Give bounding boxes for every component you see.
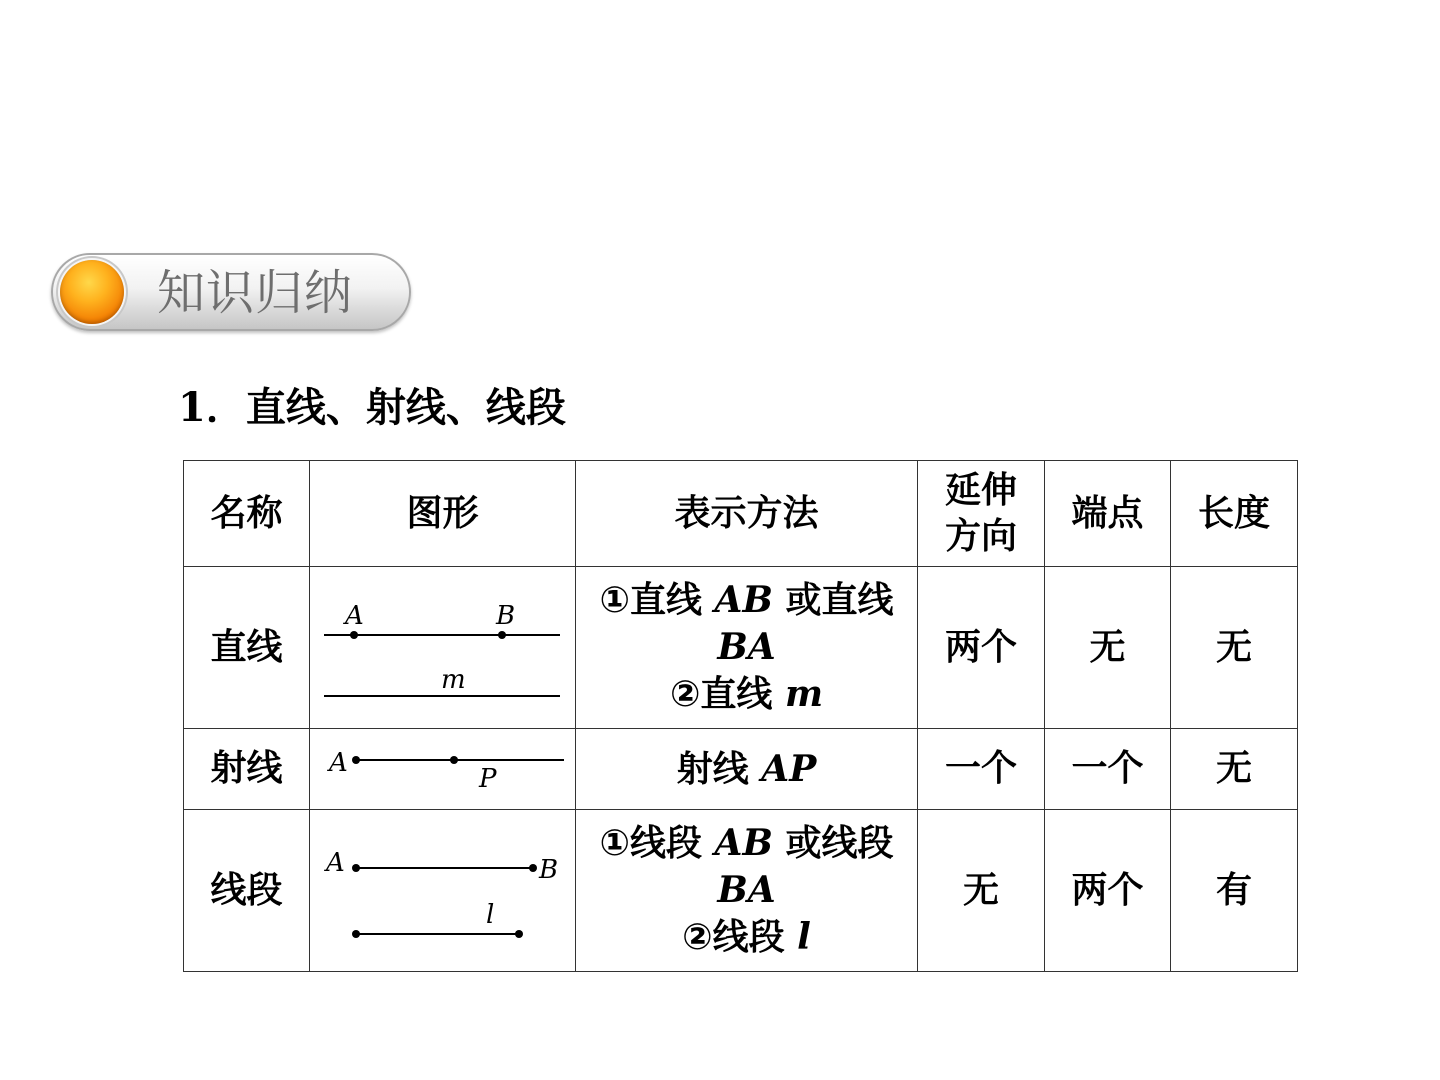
orange-dot-icon [60,260,124,324]
method-var: AP [761,747,817,790]
method-text: ②线段 [682,917,798,958]
header-cell-length: 长度 [1171,461,1298,567]
extend-cell: 一个 [918,729,1045,810]
segment-end-right [515,930,523,938]
method-text: ①直线 [599,580,715,621]
point-a [352,756,360,764]
label-l: l [486,900,495,930]
method-cell [576,567,918,729]
method-var: m [784,673,824,715]
point-b [529,864,537,872]
method-var: AB [714,822,773,864]
header-extend-line1: 延伸 [944,469,1017,511]
figure-cell [310,567,576,729]
figure-cell [310,729,576,810]
header-cell-extend [918,461,1045,567]
method-text: ②直线 [669,674,785,715]
extend-cell: 两个 [918,567,1045,729]
method-var: BA [717,869,776,911]
length-cell: 无 [1171,567,1298,729]
point-p [450,756,458,764]
length-cell: 有 [1171,810,1298,972]
row-name: 线段 [184,810,310,972]
header-cell-name: 名称 [184,461,310,567]
method-text: ①线段 [599,823,715,864]
label-a: A [326,848,345,878]
header-cell-endpoints: 端点 [1045,461,1171,567]
endpoints-cell: 一个 [1045,729,1171,810]
method-var: AB [714,579,773,621]
section-heading: 1．直线、射线、线段 [178,384,566,431]
ray-figure [310,729,575,809]
header-cell-figure: 图形 [310,461,576,567]
badge-title: 知识归纳 [157,265,354,321]
segment-end-left [352,930,360,938]
table-row [184,810,1298,972]
method-text: 或直线 [772,580,894,621]
method-text: 射线 [676,748,762,790]
length-cell: 无 [1171,729,1298,810]
label-b: B [539,855,559,885]
row-name: 射线 [184,729,310,810]
method-var: BA [717,626,776,668]
label-p: P [479,764,497,794]
point-b [498,631,506,639]
method-var: l [797,916,811,958]
line-figure [310,567,575,728]
figure-cell [310,810,576,972]
extend-cell: 无 [918,810,1045,972]
segment-figure [310,810,575,971]
label-a: A [329,748,348,778]
table-row [184,567,1298,729]
label-m: m [441,665,466,695]
method-text: 或线段 [772,823,894,864]
method-cell [576,810,918,972]
label-b: B [496,601,516,631]
endpoints-cell: 两个 [1045,810,1171,972]
row-name: 直线 [184,567,310,729]
endpoints-cell: 无 [1045,567,1171,729]
point-a [352,864,360,872]
knowledge-table [183,460,1298,972]
table-row [184,729,1298,810]
section-badge [51,253,411,331]
method-cell [576,729,918,810]
table-header-row [184,461,1298,567]
point-a [350,631,358,639]
header-cell-method: 表示方法 [576,461,918,567]
header-extend-line2: 方向 [944,515,1017,557]
label-a: A [345,601,364,631]
